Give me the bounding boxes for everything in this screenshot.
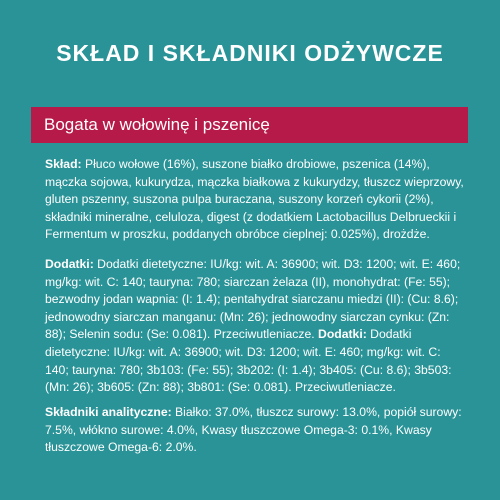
composition-section bbox=[45, 156, 465, 244]
composition-text: Płuco wołowe (16%), suszone białko drobiowe, pszenica (14%), mączka sojowa, kukurydza, mączka białkowa z kukurydzy, tłuszcz wieprzowy, gluten pszenny, suszona pulpa buraczana, suszony korzeń cykorii (2%), składniki mineralne, celuloza, digest (z dodatkiem Lactobacillus Delbrueckii i Fermentum w proszku, poddanych obróbce cieplnej: 0.025%), drożdże. bbox=[45, 157, 464, 242]
analytical-label: Składniki analityczne: bbox=[45, 405, 172, 419]
banner bbox=[31, 107, 468, 143]
analytical-section bbox=[45, 404, 465, 457]
additives-label: Dodatki: bbox=[45, 257, 94, 271]
analytical-text: Białko: 37.0%, tłuszcz surowy: 13.0%, popiół surowy: 7.5%, włókno surowe: 4.0%, Kwasy tłuszczowe Omega-3: 0.1%, Kwasy tłuszczowe Omega-6: 2.0%. bbox=[45, 405, 462, 455]
page-title: SKŁAD I SKŁADNIKI ODŻYWCZE bbox=[56, 40, 444, 66]
additives-text-2: Dodatki dietetyczne: IU/kg: wit. A: 36900; wit. D3: 1200; wit. E: 460; mg/kg: wit. C: 140; tauryna: 780; 3b103: (Fe: 55); 3b202: (I: 1.4); 3b405: (Cu: 8.6); 3b503: (Mn: 26); 3b605: (Zn: 88); 3b801: (Se: 0.081). Przeciwutleniacze. bbox=[45, 327, 452, 395]
additives-text: Dodatki dietetyczne: IU/kg: wit. A: 36900; wit. D3: 1200; wit. E: 460; mg/kg: wit. C: 140; tauryna: 780; siarczan żelaza (II), monohydrat: (Fe: 55); bezwodny jodan wapnia: (I: 1.4); pentahydrat siarczanu miedzi (II): (Cu: 8.6); jednowodny siarczan manganu: (Mn: 26); jednowodny siarczan cynku: (Zn: 88); Selenin sodu: (Se: 0.081). Przeciwutleniacze. bbox=[45, 257, 461, 342]
additives-label-2: Dodatki: bbox=[318, 327, 367, 342]
banner-text: Bogata w wołowinę i pszenicę bbox=[44, 115, 270, 134]
composition-label: Skład: bbox=[45, 157, 82, 171]
additives-section bbox=[45, 256, 465, 397]
